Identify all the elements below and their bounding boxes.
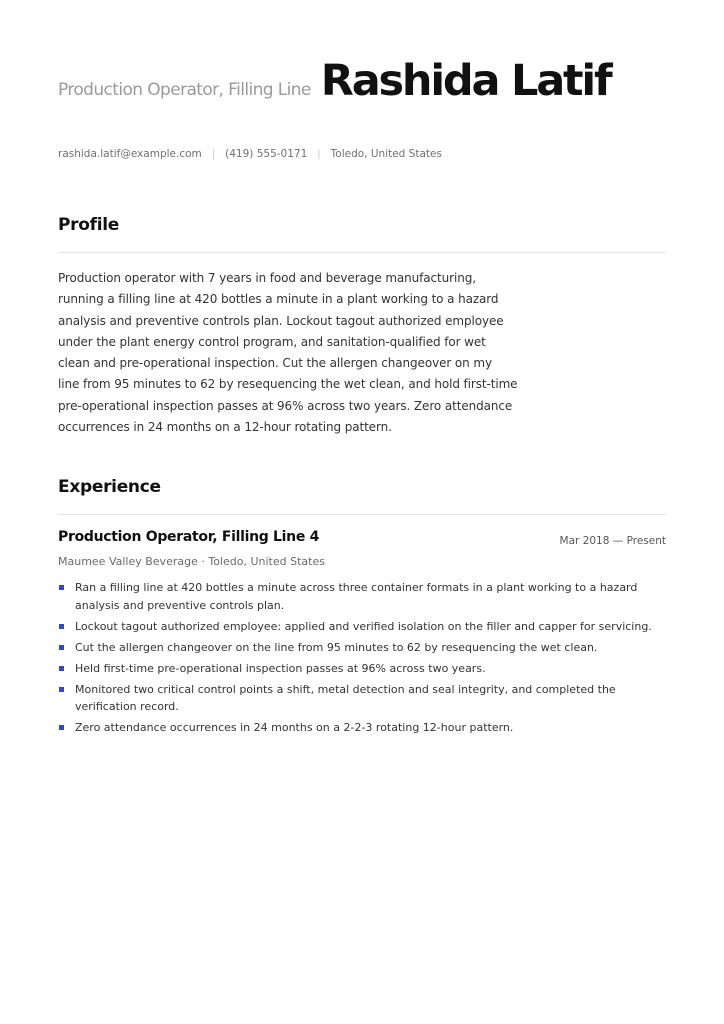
- profile-summary: [58, 268, 533, 438]
- contact-separator: |: [211, 148, 216, 160]
- profile-line: analysis and preventive controls plan. Lockout tagout authorized employee: [58, 313, 504, 328]
- contact-location: Toledo, United States: [330, 148, 442, 160]
- profile-heading: Profile: [58, 215, 120, 235]
- bullet-text: Lockout tagout authorized employee: applied and verified isolation on the filler and capper for servicing.: [75, 619, 652, 633]
- bullet-item: [58, 719, 666, 737]
- bullet-text: Ran a filling line at 420 bottles a minute across three container formats in a plant working to a hazard analysis and preventive controls plan.: [75, 581, 638, 612]
- contact-phone[interactable]: (419) 555-0171: [225, 148, 308, 160]
- candidate-name: Rashida Latif: [320, 56, 611, 106]
- bullet-item: [58, 681, 666, 716]
- experience-divider: [58, 514, 666, 515]
- profile-line: line from 95 minutes to 62 by resequencing the wet clean, and hold first-time: [58, 377, 518, 392]
- bullet-marker-icon: [59, 687, 64, 692]
- bullet-marker-icon: [59, 666, 64, 671]
- bullet-text: Zero attendance occurrences in 24 months on a 2-2-3 rotating 12-hour pattern.: [75, 721, 514, 734]
- job-title: Production Operator, Filling Line: [58, 80, 311, 100]
- bullet-marker-icon: [59, 585, 64, 590]
- resume-header: [58, 56, 666, 106]
- role-company: Maumee Valley Beverage · Toledo, United States: [58, 555, 325, 568]
- bullet-text: Cut the allergen changeover on the line from 95 minutes to 62 by resequencing the wet clean.: [75, 640, 598, 654]
- profile-line: running a filling line at 420 bottles a minute in a plant working to a hazard: [58, 292, 499, 307]
- bullet-item: [58, 618, 666, 636]
- role-title: Production Operator, Filling Line 4: [58, 529, 320, 545]
- experience-bullets: [58, 579, 666, 740]
- bullet-marker-icon: [59, 624, 64, 629]
- bullet-item: [58, 639, 666, 657]
- profile-divider: [58, 252, 666, 253]
- contact-line: [58, 148, 442, 160]
- profile-line: pre-operational inspection passes at 96% across two years. Zero attendance: [58, 398, 513, 413]
- profile-line: under the plant energy control program, and sanitation-qualified for wet: [58, 334, 486, 349]
- profile-line: occurrences in 24 months on a 12-hour rotating pattern.: [58, 420, 392, 435]
- contact-separator: |: [317, 148, 321, 160]
- bullet-marker-icon: [59, 645, 64, 650]
- bullet-item: [58, 660, 666, 678]
- experience-heading: Experience: [58, 477, 161, 497]
- profile-line: Production operator with 7 years in food and beverage manufacturing,: [58, 271, 476, 285]
- bullet-marker-icon: [59, 725, 64, 730]
- bullet-item: [58, 579, 666, 614]
- contact-email[interactable]: rashida.latif@example.com: [58, 148, 202, 160]
- bullet-text: Monitored two critical control points a shift, metal detection and seal integrity, and completed the verification record.: [75, 682, 616, 713]
- role-dates: Mar 2018 — Present: [559, 535, 666, 547]
- profile-line: clean and pre-operational inspection. Cut the allergen changeover on my: [58, 356, 492, 371]
- bullet-text: Held first-time pre-operational inspection passes at 96% across two years.: [75, 661, 486, 675]
